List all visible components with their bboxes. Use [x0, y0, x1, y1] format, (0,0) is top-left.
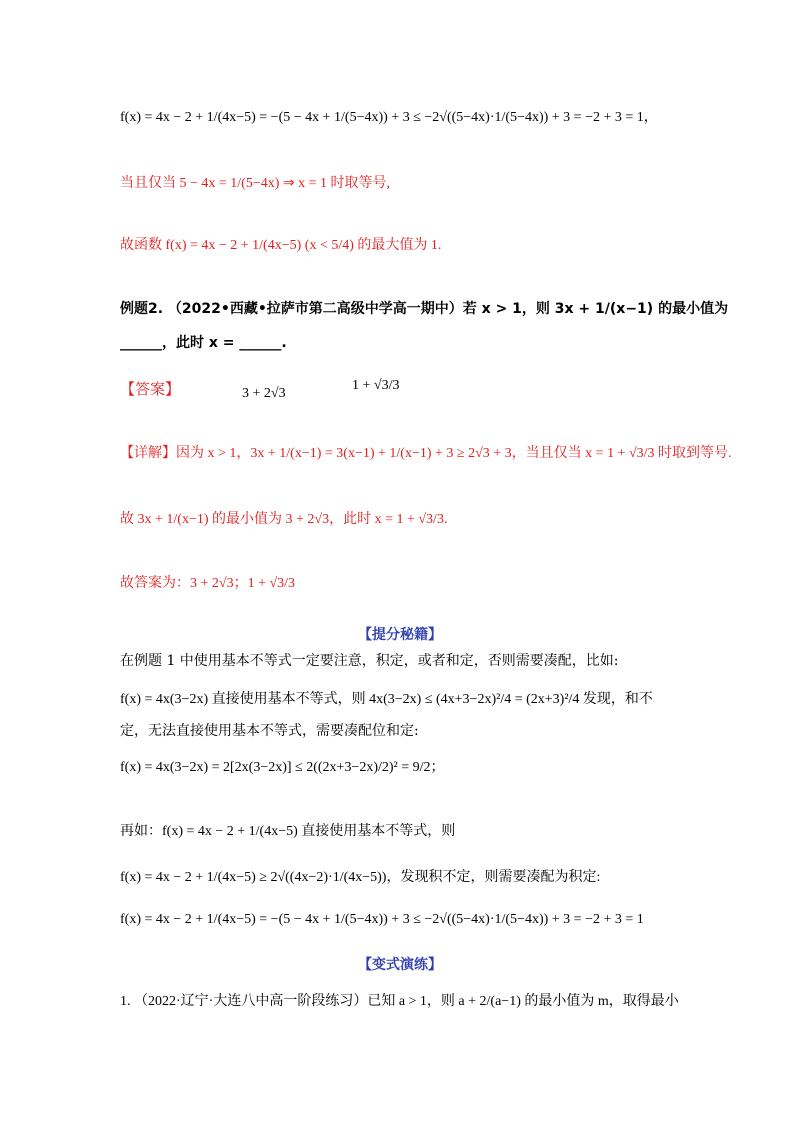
answer-x-value: 1 + √3/3 [352, 378, 400, 393]
answer-label: 【答案】 [120, 380, 181, 398]
section-heading-tips: 【提分秘籍】 [358, 627, 442, 643]
answer-row [120, 378, 400, 401]
tips-formula-2: f(x) = 4x − 2 + 1/(4x−5) ≥ 2√((4x−2)·1/(4x−5))，发现积不定，则需要凑配为积定: [120, 870, 601, 885]
tips-formula-1: f(x) = 4x(3−2x) = 2[2x(3−2x)] ≤ 2((2x+3−2x)/2)² = 9/2； [120, 760, 445, 775]
max-value-conclusion: 故函数 f(x) = 4x − 2 + 1/(4x−5) (x < 5/4) 的最大值为 1. [120, 238, 442, 253]
tips-paragraph-4: 再如：f(x) = 4x − 2 + 1/(4x−5) 直接使用基本不等式，则 [120, 824, 456, 839]
final-answer-line: 故答案为：3 + 2√3；1 + √3/3 [120, 576, 296, 591]
tips-formula-3: f(x) = 4x − 2 + 1/(4x−5) = −(5 − 4x + 1/(5−4x)) + 3 ≤ −2√((5−4x)·1/(5−4x)) + 3 = −2 + 3 = 1 [120, 912, 644, 927]
answer-min-value: 3 + 2√3 [242, 386, 286, 401]
detailed-solution: 【详解】因为 x > 1，3x + 1/(x−1) = 3(x−1) + 1/(x−1) + 3 ≥ 2√3 + 3，当且仅当 x = 1 + √3/3 时取到等号. [120, 446, 732, 461]
example2-blanks: ______，此时 x = ______. [120, 335, 287, 351]
tips-paragraph-3: 定，无法直接使用基本不等式，需要凑配位和定: [120, 723, 419, 739]
equality-condition-line: 当且仅当 5 − 4x = 1/(5−4x) ⇒ x = 1 时取等号, [120, 176, 391, 191]
variant-question-1: 1. （2022·辽宁·大连八中高一阶段练习）已知 a > 1，则 a + 2/(a−1) 的最小值为 m，取得最小 [120, 994, 679, 1009]
tips-paragraph-1: 在例题 1 中使用基本不等式一定要注意，积定，或者和定，否则需要凑配，比如: [120, 653, 619, 669]
tips-paragraph-2: f(x) = 4x(3−2x) 直接使用基本不等式，则 4x(3−2x) ≤ (4x+3−2x)²/4 = (2x+3)²/4 发现，和不 [120, 692, 653, 707]
section-heading-variants: 【变式演练】 [358, 957, 442, 973]
example1-derivation-line: f(x) = 4x − 2 + 1/(4x−5) = −(5 − 4x + 1/(5−4x)) + 3 ≤ −2√((5−4x)·1/(5−4x)) + 3 = −2 + 3 = 1， [120, 110, 658, 125]
solution-conclusion: 故 3x + 1/(x−1) 的最小值为 3 + 2√3，此时 x = 1 + √3/3. [120, 512, 448, 527]
example2-question: 例题2. （2022•西藏•拉萨市第二高级中学高一期中）若 x > 1，则 3x + 1/(x−1) 的最小值为 [120, 301, 729, 317]
